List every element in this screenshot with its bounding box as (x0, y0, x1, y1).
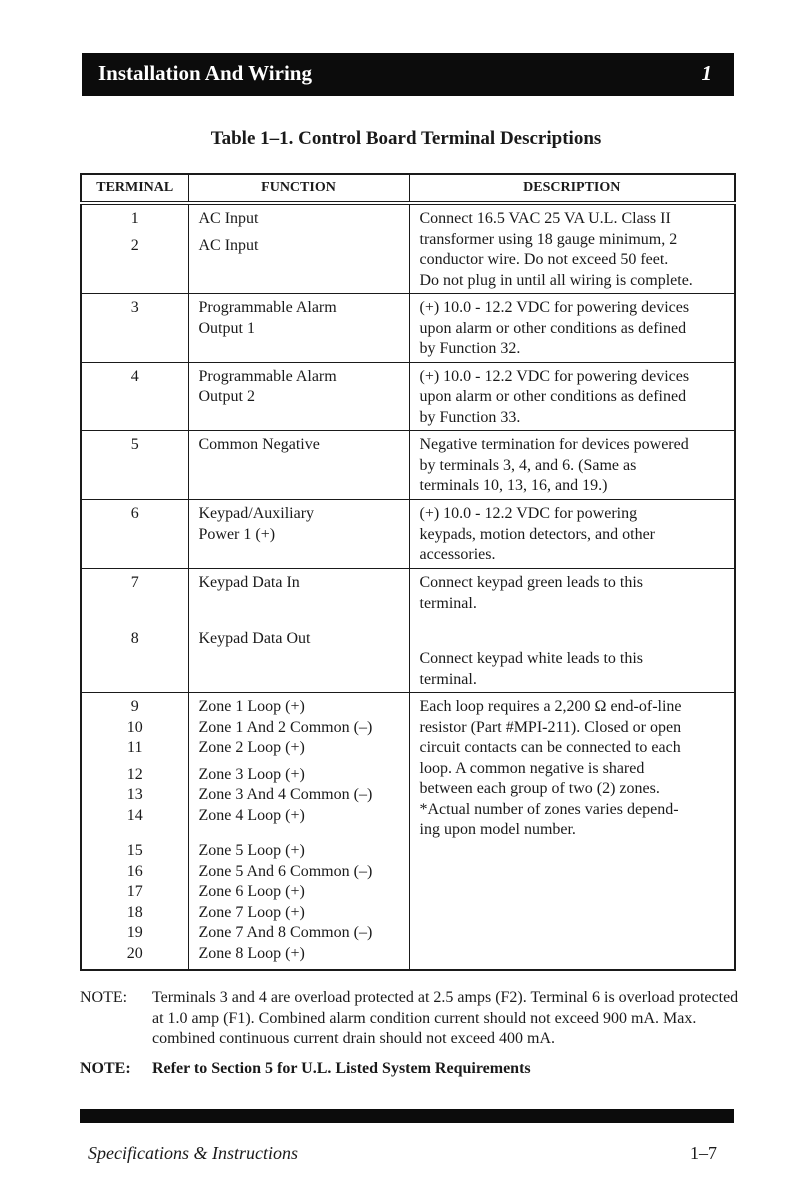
terminal-number: 14 (126, 806, 143, 824)
description-cell (409, 693, 735, 971)
function-text: Output 1 (198, 319, 255, 337)
table-row (81, 693, 735, 971)
description-line: by Function 33. (419, 408, 521, 426)
chapter-header-bar (82, 53, 734, 96)
function-cell (188, 362, 409, 431)
terminal-table (80, 173, 736, 971)
description-line: Connect 16.5 VAC 25 VA U.L. Class II (419, 210, 671, 227)
description-line: accessories. (419, 546, 496, 563)
column-header-terminal: TERMINAL (81, 174, 188, 203)
terminal-number: 20 (126, 944, 143, 962)
terminal-number: 6 (130, 505, 139, 522)
function-cell (188, 294, 409, 363)
function-cell (188, 569, 409, 693)
terminal-cell (81, 294, 188, 363)
description-line: conductor wire. Do not exceed 50 feet. (419, 251, 669, 268)
function-text: Keypad Data Out (198, 629, 311, 647)
table-row (81, 500, 735, 569)
terminal-cell (81, 431, 188, 500)
function-text: Keypad/Auxiliary (198, 505, 315, 522)
function-text: Zone 3 And 4 Common (–) (198, 786, 373, 803)
terminal-cell (81, 569, 188, 693)
terminal-number: 7 (130, 574, 139, 591)
description-line: by Function 32. (419, 340, 521, 357)
table-row (81, 431, 735, 500)
note-label: NOTE: (80, 989, 128, 1006)
footer-document-title: Specifications & Instructions (88, 1143, 298, 1163)
note-label: NOTE: (80, 1060, 131, 1077)
function-text: Zone 7 And 8 Common (–) (198, 924, 373, 941)
table-row (81, 362, 735, 431)
description-cell (409, 203, 735, 294)
description-line: ing upon model number. (419, 821, 576, 838)
table-row (81, 569, 735, 693)
terminal-cell (81, 693, 188, 971)
terminal-number: 8 (130, 629, 139, 647)
function-text: AC Input (198, 210, 259, 227)
function-text: Common Negative (198, 436, 320, 453)
function-cell (188, 500, 409, 569)
terminal-number: 5 (130, 436, 139, 453)
function-text: AC Input (198, 236, 259, 254)
terminal-cell (81, 500, 188, 569)
description-line: Do not plug in until all wiring is complete. (419, 271, 693, 289)
description-cell (409, 362, 735, 431)
function-text: Zone 7 Loop (+) (198, 903, 305, 921)
function-text: Zone 4 Loop (+) (198, 806, 305, 824)
function-text: Keypad Data In (198, 574, 300, 591)
function-text: Power 1 (+) (198, 525, 276, 543)
terminal-number: 19 (126, 924, 143, 941)
description-line: (+) 10.0 - 12.2 VDC for powering (419, 505, 638, 522)
function-text: Output 2 (198, 388, 255, 405)
terminal-number: 2 (130, 236, 139, 254)
description-line: (+) 10.0 - 12.2 VDC for powering devices (419, 299, 690, 316)
terminal-number: 15 (126, 842, 143, 859)
function-cell (188, 431, 409, 500)
terminal-cell (81, 203, 188, 294)
chapter-title: Installation And Wiring (98, 61, 312, 85)
terminal-number: 11 (127, 739, 143, 756)
description-cell (409, 500, 735, 569)
table-row (81, 203, 735, 294)
function-text: Zone 5 And 6 Common (–) (198, 862, 373, 880)
description-line: terminals 10, 13, 16, and 19.) (419, 477, 608, 494)
column-header-function: FUNCTION (188, 174, 409, 203)
description-line: *Actual number of zones varies depend- (419, 800, 679, 818)
table-caption: Table 1–1. Control Board Terminal Descriptions (210, 128, 602, 149)
function-text: Programmable Alarm (198, 299, 337, 316)
description-line: (+) 10.0 - 12.2 VDC for powering devices (419, 367, 690, 385)
description-line: keypads, motion detectors, and other (419, 525, 655, 543)
terminal-number: 1 (130, 210, 139, 227)
description-line: Connect keypad white leads to this (419, 650, 644, 667)
function-text: Zone 5 Loop (+) (198, 842, 305, 859)
terminal-number: 12 (126, 765, 143, 783)
function-text: Zone 6 Loop (+) (198, 883, 305, 900)
terminal-number: 9 (130, 698, 139, 715)
terminal-number: 4 (130, 367, 139, 385)
page-number: 1–7 (690, 1143, 717, 1163)
note-text: Terminals 3 and 4 are overload protected at 2.5 amps (F2). Terminal 6 is overload protected at 1.0 amp (F1). Combined alarm condition current should not exceed 900 mA. Max. combined continuous current drain should not exceed 400 mA. (152, 989, 739, 1047)
terminal-number: 3 (130, 299, 139, 316)
function-text: Zone 3 Loop (+) (198, 765, 305, 783)
description-line: Connect keypad green leads to this (419, 574, 643, 591)
description-line: resistor (Part #MPI-211). Closed or open (419, 718, 682, 736)
description-line: between each group of two (2) zones. (419, 780, 660, 797)
terminal-number: 18 (126, 903, 143, 921)
function-cell (188, 203, 409, 294)
description-line: by terminals 3, 4, and 6. (Same as (419, 456, 637, 474)
description-line: terminal. (419, 594, 477, 612)
description-line: upon alarm or other conditions as defined (419, 319, 687, 337)
description-line: transformer using 18 gauge minimum, 2 (419, 230, 678, 248)
description-line: Each loop requires a 2,200 Ω end-of-line (419, 698, 682, 715)
function-text: Zone 2 Loop (+) (198, 739, 305, 756)
footer-rule (80, 1109, 734, 1123)
function-text: Zone 1 Loop (+) (198, 698, 305, 715)
function-text: Zone 1 And 2 Common (–) (198, 718, 373, 736)
terminal-number: 10 (126, 718, 143, 736)
table-row (81, 294, 735, 363)
description-cell (409, 569, 735, 693)
function-text: Programmable Alarm (198, 367, 337, 385)
column-header-description: DESCRIPTION (409, 174, 735, 203)
description-line: terminal. (419, 670, 477, 688)
note-text: Refer to Section 5 for U.L. Listed System Requirements (152, 1060, 531, 1077)
description-line: loop. A common negative is shared (419, 759, 645, 777)
description-cell (409, 294, 735, 363)
terminal-cell (81, 362, 188, 431)
function-text: Zone 8 Loop (+) (198, 944, 305, 962)
chapter-number: 1 (701, 61, 712, 85)
terminal-number: 13 (126, 786, 143, 803)
terminal-number: 16 (126, 862, 143, 880)
function-cell (188, 693, 409, 971)
terminal-number: 17 (126, 883, 143, 900)
description-cell (409, 431, 735, 500)
description-line: circuit contacts can be connected to each (419, 739, 681, 756)
description-line: Negative termination for devices powered (419, 436, 689, 453)
table-header-row (81, 174, 735, 203)
description-line: upon alarm or other conditions as defined (419, 388, 687, 405)
